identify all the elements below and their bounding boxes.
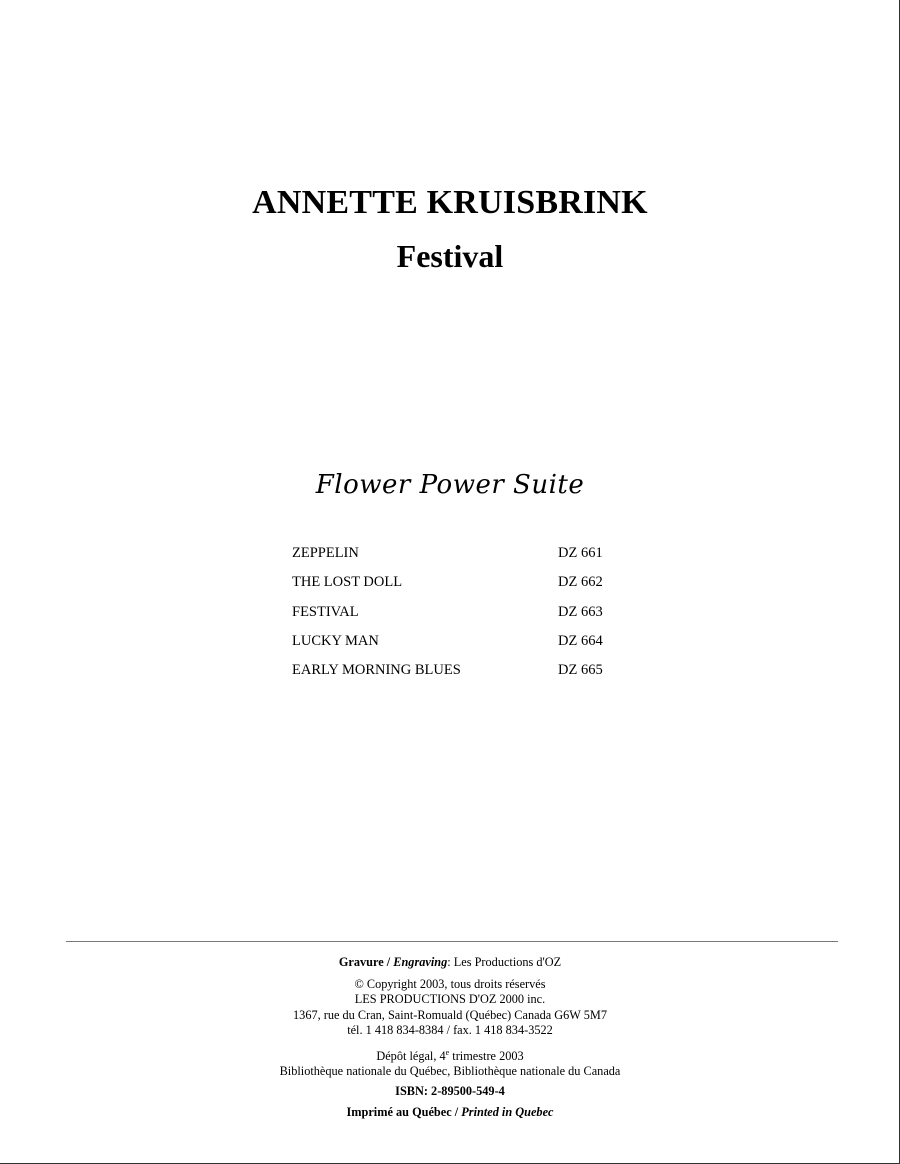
track-name: FESTIVAL xyxy=(292,603,359,620)
copyright-notice: © Copyright 2003, tous droits réservés xyxy=(354,976,546,991)
publisher-footer xyxy=(0,955,900,1121)
printed-in xyxy=(0,1105,900,1121)
engraving-value: : Les Productions d'OZ xyxy=(447,955,562,969)
suite-track-list xyxy=(292,545,622,691)
track-name: ZEPPELIN xyxy=(292,545,359,561)
track-row xyxy=(292,604,622,633)
engraving-credit xyxy=(0,955,900,971)
footer-divider xyxy=(66,941,838,942)
isbn: ISBN: 2-89500-549-4 xyxy=(395,1083,505,1098)
publisher-name: LES PRODUCTIONS D'OZ 2000 inc. xyxy=(354,992,546,1006)
track-name: EARLY MORNING BLUES xyxy=(292,662,461,679)
publisher-phone: tél. 1 418 834-8384 / fax. 1 418 834-3522 xyxy=(347,1023,553,1037)
track-code: DZ 662 xyxy=(558,574,603,591)
legal-deposit xyxy=(0,1045,900,1065)
track-row xyxy=(292,545,622,574)
printed-fr: Imprimé au Québec xyxy=(346,1105,452,1120)
track-row xyxy=(292,662,622,691)
legal-deposit-suffix: trimestre 2003 xyxy=(449,1048,524,1063)
track-row xyxy=(292,633,622,662)
track-code: DZ 661 xyxy=(558,545,603,561)
publisher-address: 1367, rue du Cran, Saint-Romuald (Québec) Canada G6W 5M7 xyxy=(293,1007,607,1022)
track-code: DZ 663 xyxy=(558,603,603,620)
track-code: DZ 664 xyxy=(558,632,603,649)
national-libraries: Bibliothèque nationale du Québec, Bibliothèque nationale du Canada xyxy=(279,1064,621,1079)
printed-en: Printed in Quebec xyxy=(461,1105,554,1120)
legal-deposit-sup: e xyxy=(445,1047,450,1057)
track-name: THE LOST DOLL xyxy=(292,574,403,591)
track-name: LUCKY MAN xyxy=(292,632,379,649)
legal-deposit-prefix: Dépôt légal, 4 xyxy=(376,1048,446,1063)
suite-title: Flower Power Suite xyxy=(315,470,585,500)
composer-name: ANNETTE KRUISBRINK xyxy=(252,184,648,221)
engraving-separator: / xyxy=(383,955,394,969)
engraving-label-fr: Gravure xyxy=(338,955,384,969)
track-code: DZ 665 xyxy=(558,662,603,679)
printed-separator: / xyxy=(451,1105,462,1120)
piece-title: Festival xyxy=(396,238,504,274)
engraving-label-en: Engraving xyxy=(393,955,448,969)
track-row xyxy=(292,574,622,603)
